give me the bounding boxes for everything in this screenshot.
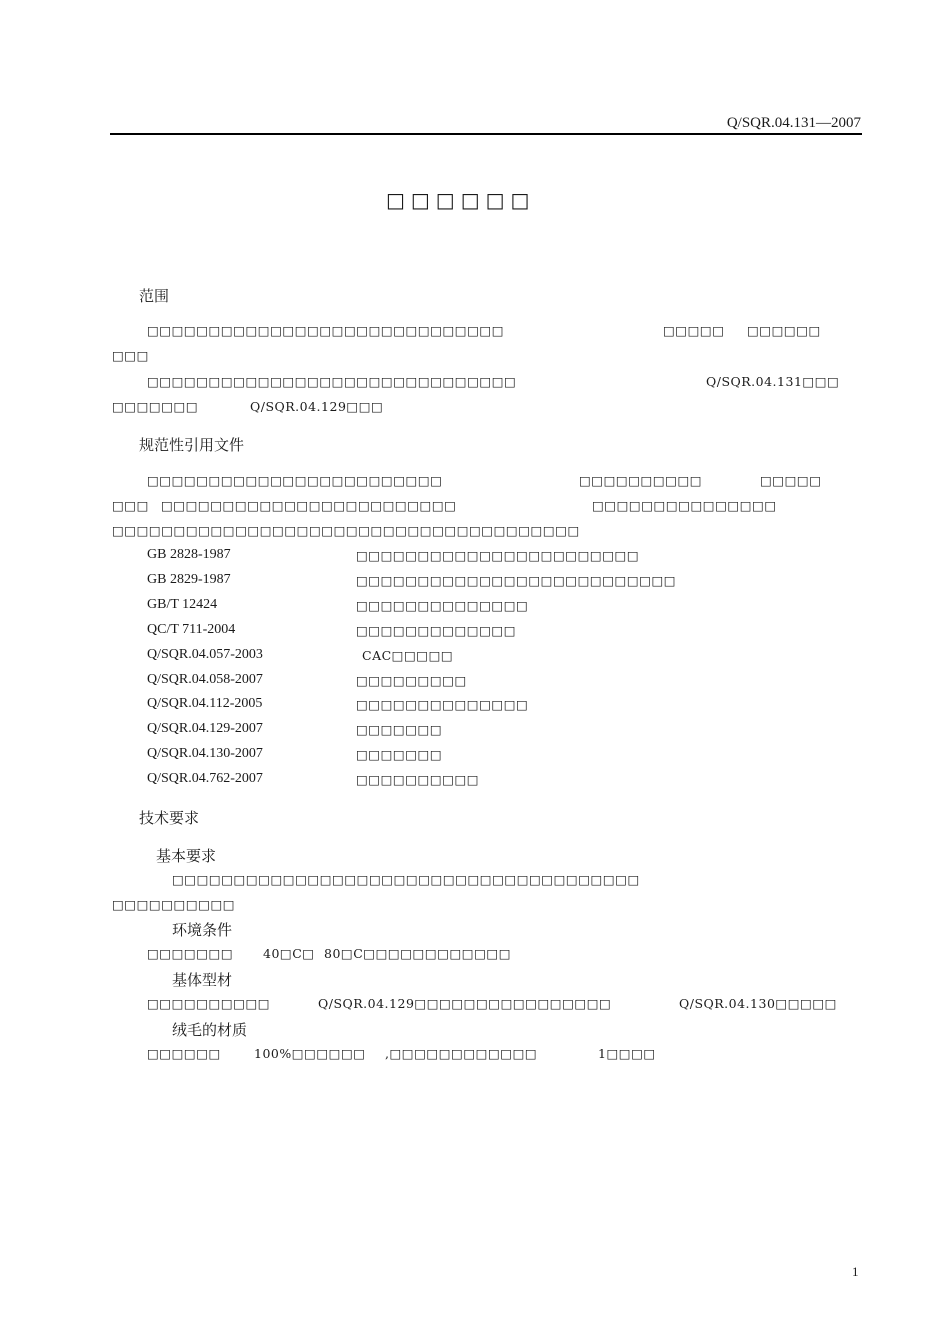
section-heading-technical-requirements: 技术要求 xyxy=(139,809,200,827)
references-text: □□□ xyxy=(112,498,149,513)
reference-code: Q/SQR.04.129-2007 xyxy=(147,721,263,736)
scope-text: □□□□□□ xyxy=(747,323,821,338)
reference-title: □□□□□□□□□□□□□□□□□□□□□□□□□□ xyxy=(356,573,677,588)
fluff-material-text: 100%□□□□□□ xyxy=(254,1046,366,1061)
header-rule xyxy=(110,133,862,135)
references-text: □□□□□ xyxy=(760,473,822,488)
fluff-material-text: 1□□□□ xyxy=(598,1046,656,1061)
scope-text: □□□□□□□□□□□□□□□□□□□□□□□□□□□□□□ xyxy=(147,374,517,389)
references-text: □□□□□□□□□□□□□□□□□□□□□□□□ xyxy=(147,473,443,488)
section-heading-scope: 范围 xyxy=(139,287,170,305)
references-text: □□□□□□□□□□□□□□□□□□□□□□□□ xyxy=(161,498,457,513)
scope-text: □□□ xyxy=(112,348,149,363)
reference-code: GB 2828-1987 xyxy=(147,547,231,562)
environment-text: 80□C□□□□□□□□□□□□ xyxy=(324,946,512,961)
reference-code: Q/SQR.04.058-2007 xyxy=(147,672,263,687)
subsection-heading-fluff-material: 绒毛的材质 xyxy=(172,1021,248,1039)
section-heading-references: 规范性引用文件 xyxy=(139,436,245,454)
scope-text: □□□□□ xyxy=(663,323,725,338)
references-text: □□□□□□□□□□□□□□□□□□□□□□□□□□□□□□□□□□□□□□ xyxy=(112,523,580,538)
subsection-heading-basic: 基本要求 xyxy=(156,847,217,865)
fluff-material-text: ,□□□□□□□□□□□□ xyxy=(385,1046,538,1061)
scope-text: Q/SQR.04.129□□□ xyxy=(250,399,384,414)
scope-text: □□□□□□□ xyxy=(112,399,199,414)
basic-requirements-text: □□□□□□□□□□□□□□□□□□□□□□□□□□□□□□□□□□□□□□ xyxy=(172,872,640,887)
reference-title: □□□□□□□□□□□□□□□□□□□□□□□ xyxy=(356,548,640,563)
scope-text: Q/SQR.04.131□□□ xyxy=(706,374,840,389)
references-text: □□□□□□□□□□ xyxy=(579,473,703,488)
reference-code: GB/T 12424 xyxy=(147,597,218,612)
document-number: Q/SQR.04.131—2007 xyxy=(726,115,861,131)
environment-text: 40□C□ xyxy=(263,946,315,961)
reference-code: Q/SQR.04.130-2007 xyxy=(147,746,263,761)
reference-title: □□□□□□□ xyxy=(356,722,443,737)
base-profile-text: Q/SQR.04.130□□□□□ xyxy=(679,996,837,1011)
base-profile-text: Q/SQR.04.129□□□□□□□□□□□□□□□□ xyxy=(318,996,612,1011)
subsection-heading-environment: 环境条件 xyxy=(172,921,233,939)
reference-title: □□□□□□□□□□ xyxy=(356,772,480,787)
reference-code: GB 2829-1987 xyxy=(147,572,231,587)
references-text: □□□□□□□□□□□□□□□ xyxy=(592,498,777,513)
reference-code: QC/T 711-2004 xyxy=(147,622,236,637)
subsection-heading-base-profile: 基体型材 xyxy=(172,971,233,989)
reference-title: □□□□□□□□□□□□□□ xyxy=(356,697,529,712)
basic-requirements-text: □□□□□□□□□□ xyxy=(112,897,236,912)
environment-text: □□□□□□□ xyxy=(147,946,234,961)
reference-title: □□□□□□□ xyxy=(356,747,443,762)
scope-text: □□□□□□□□□□□□□□□□□□□□□□□□□□□□□ xyxy=(147,323,504,338)
reference-title: □□□□□□□□□ xyxy=(356,673,467,688)
reference-code: Q/SQR.04.057-2003 xyxy=(147,647,263,662)
reference-title: □□□□□□□□□□□□□□ xyxy=(356,598,529,613)
reference-title: CAC□□□□□ xyxy=(362,648,454,663)
fluff-material-text: □□□□□□ xyxy=(147,1046,221,1061)
reference-code: Q/SQR.04.762-2007 xyxy=(147,771,263,786)
page-number: 1 xyxy=(852,1264,859,1279)
page-title: □□□□□□ xyxy=(386,188,536,212)
reference-title: □□□□□□□□□□□□□ xyxy=(356,623,517,638)
reference-code: Q/SQR.04.112-2005 xyxy=(147,696,263,711)
base-profile-text: □□□□□□□□□□ xyxy=(147,996,271,1011)
